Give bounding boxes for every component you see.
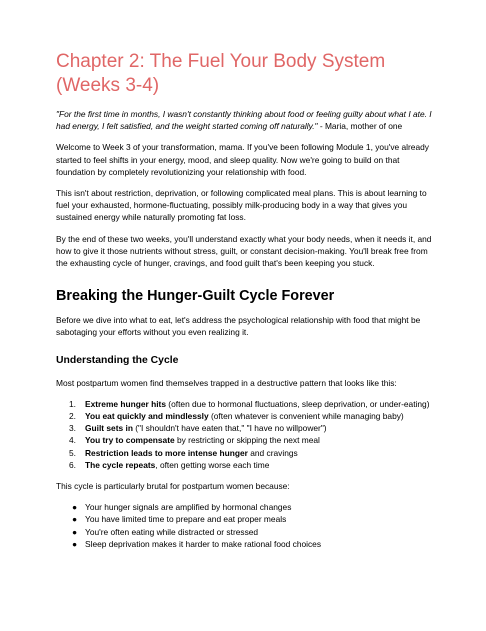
step-bold: You eat quickly and mindlessly [85,411,209,422]
cycle-list [56,398,440,471]
paragraph-welcome: Welcome to Week 3 of your transformation, mama. If you've been following Module 1, you've already started to feel shifts in your energy, mood, and sleep quality. Now we're going to build on that foundation by completely revolutionizing your relationship with food. [56,142,429,177]
brutal-intro: This cycle is particularly brutal for postpartum women because: [56,481,290,492]
cycle-step [56,434,440,446]
reason-item [56,513,440,525]
step-detail: , often getting worse each time [155,459,270,470]
reason-item [56,526,440,538]
step-bold: Extreme hunger hits [85,398,166,409]
step-number: 3. [69,423,76,434]
bullet-icon: ● [72,514,78,525]
step-detail: ("I shouldn't have eaten that," "I have no willpower") [132,423,327,434]
quote-attribution: - Maria, mother of one [317,121,403,132]
cycle-step [56,459,440,471]
step-bold: Restriction leads to more intense hunger [85,447,248,458]
reasons-list [56,501,440,550]
step-bold: Guilt sets in [85,423,133,434]
step-number: 6. [69,459,76,470]
reason-text: You have limited time to prepare and eat proper meals [85,514,287,525]
quote-text: "For the first time in months, I wasn't constantly thinking about food or feeling guilty about what I ate. I had energy, I felt satisfied, and the weight started coming off naturally." [56,109,432,132]
reason-text: Sleep deprivation makes it harder to make rational food choices [85,538,322,549]
paragraph-not-restriction: This isn't about restriction, deprivation, or following complicated meal plans. This is about learning to fuel your exhausted, hormone-fluctuating, possibly milk-producing body in a way that gives you sustained energy while naturally promoting fat loss. [56,188,427,223]
reason-item [56,501,440,513]
reason-text: Your hunger signals are amplified by hormonal changes [85,502,292,513]
section-heading: Breaking the Hunger-Guilt Cycle Forever [56,288,335,305]
paragraph-end-of-weeks: By the end of these two weeks, you'll understand exactly what your body needs, when it needs it, and how to give it those nutrients without stress, guilt, or constant decision-making. You'll break free from the exhausting cycle of hunger, cravings, and food guilt that's been keeping you stuck. [56,233,432,269]
step-detail: and cravings [247,447,298,458]
cycle-step [56,398,440,410]
step-number: 5. [69,447,76,458]
testimonial-quote [56,108,440,132]
document-page [56,50,440,559]
reason-item [56,538,440,550]
step-number: 2. [69,411,76,422]
bullet-icon: ● [72,526,78,537]
bullet-icon: ● [72,538,78,549]
step-detail: (often due to hormonal fluctuations, sleep deprivation, or under-eating) [165,398,430,409]
step-number: 4. [69,435,76,446]
step-bold: You try to compensate [85,435,175,446]
bullet-icon: ● [72,502,78,513]
step-number: 1. [69,398,76,409]
step-bold: The cycle repeats [85,459,156,470]
cycle-step [56,447,440,459]
chapter-title: Chapter 2: The Fuel Your Body System (Weeks 3-4) [56,51,386,96]
reason-text: You're often eating while distracted or stressed [85,526,259,537]
subsection-heading: Understanding the Cycle [56,354,179,366]
section-intro: Before we dive into what to eat, let's address the psychological relationship with food that might be sabotaging your efforts without you even realizing it. [56,315,421,338]
cycle-step [56,422,440,434]
subsection-intro: Most postpartum women find themselves trapped in a destructive pattern that looks like this: [56,377,397,388]
cycle-step [56,410,440,422]
step-detail: by restricting or skipping the next meal [174,435,320,446]
step-detail: (often whatever is convenient while managing baby) [208,411,404,422]
